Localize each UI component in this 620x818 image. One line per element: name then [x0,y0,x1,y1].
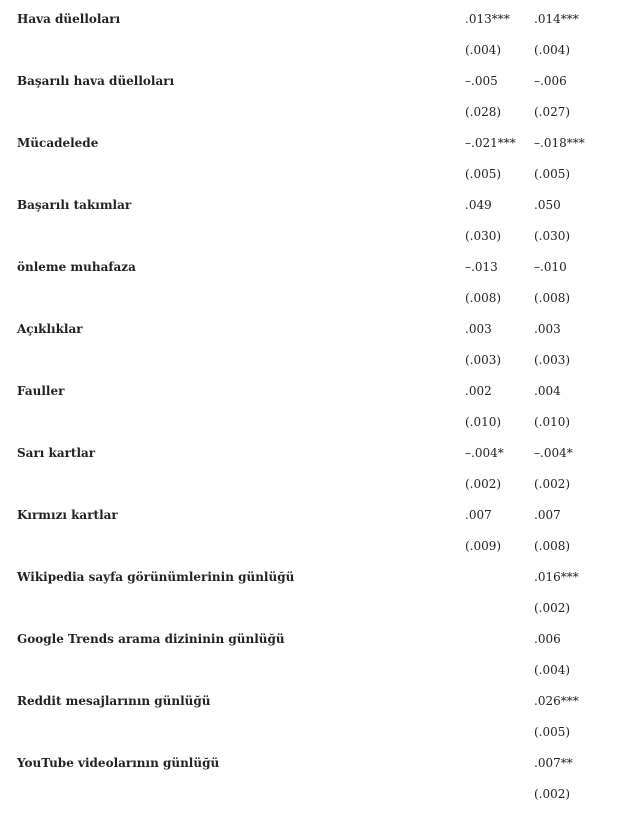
variable-label: Başarılı takımlar [17,198,132,212]
table-row [0,252,620,283]
variable-label: Reddit mesajlarının günlüğü [17,694,211,708]
std-error-model-2: (.005) [534,167,571,181]
coefficient-model-1: .003 [465,322,492,336]
coefficient-model-1: –.021*** [465,136,516,150]
table-row [0,66,620,97]
table-row-se [0,283,620,314]
std-error-model-2: (.004) [534,43,571,57]
variable-label: Google Trends arama dizininin günlüğü [17,632,285,646]
table-row [0,128,620,159]
table-row-se [0,717,620,748]
regression-table [0,4,620,810]
table-row [0,4,620,35]
coefficient-model-2: .006 [534,632,561,646]
table-row-se [0,97,620,128]
table-row [0,314,620,345]
variable-label: Kırmızı kartlar [17,508,118,522]
variable-label: YouTube videolarının günlüğü [17,756,220,770]
table-row-se [0,159,620,190]
variable-label: Başarılı hava düelloları [17,74,175,88]
std-error-model-2: (.008) [534,291,571,305]
coefficient-model-2: –.018*** [534,136,585,150]
table-row [0,438,620,469]
table-row [0,624,620,655]
variable-label: önleme muhafaza [17,260,136,274]
coefficient-model-2: .016*** [534,570,579,584]
std-error-model-1: (.028) [465,105,502,119]
coefficient-model-2: .014*** [534,12,579,26]
coefficient-model-2: –.006 [534,74,567,88]
coefficient-model-1: .002 [465,384,492,398]
coefficient-model-2: .007** [534,756,573,770]
variable-label: Açıklıklar [17,322,83,336]
variable-label: Hava düelloları [17,12,121,26]
variable-label: Mücadelede [17,136,99,150]
table-row-se [0,469,620,500]
table-row-se [0,221,620,252]
std-error-model-1: (.002) [465,477,502,491]
std-error-model-2: (.002) [534,477,571,491]
table-row-se [0,345,620,376]
coefficient-model-2: .050 [534,198,561,212]
coefficient-model-2: .003 [534,322,561,336]
coefficient-model-1: –.013 [465,260,498,274]
coefficient-model-1: .007 [465,508,492,522]
table-row-se [0,593,620,624]
std-error-model-1: (.030) [465,229,502,243]
coefficient-model-2: .004 [534,384,561,398]
std-error-model-1: (.003) [465,353,502,367]
table-row [0,686,620,717]
std-error-model-2: (.002) [534,787,571,801]
coefficient-model-1: –.004* [465,446,504,460]
coefficient-model-1: .049 [465,198,492,212]
std-error-model-1: (.010) [465,415,502,429]
table-row [0,190,620,221]
table-row [0,376,620,407]
std-error-model-2: (.010) [534,415,571,429]
coefficient-model-2: .007 [534,508,561,522]
std-error-model-2: (.027) [534,105,571,119]
std-error-model-1: (.004) [465,43,502,57]
std-error-model-2: (.030) [534,229,571,243]
table-row-se [0,655,620,686]
table-row [0,562,620,593]
variable-label: Sarı kartlar [17,446,96,460]
std-error-model-1: (.005) [465,167,502,181]
variable-label: Fauller [17,384,65,398]
std-error-model-2: (.003) [534,353,571,367]
std-error-model-2: (.008) [534,539,571,553]
table-row-se [0,407,620,438]
coefficient-model-2: .026*** [534,694,579,708]
std-error-model-1: (.009) [465,539,502,553]
table-row-se [0,35,620,66]
coefficient-model-2: –.004* [534,446,573,460]
coefficient-model-2: –.010 [534,260,567,274]
coefficient-model-1: .013*** [465,12,510,26]
coefficient-model-1: –.005 [465,74,498,88]
table-row [0,500,620,531]
std-error-model-2: (.004) [534,663,571,677]
table-row-se [0,779,620,810]
std-error-model-1: (.008) [465,291,502,305]
std-error-model-2: (.005) [534,725,571,739]
table-row [0,748,620,779]
variable-label: Wikipedia sayfa görünümlerinin günlüğü [17,570,295,584]
std-error-model-2: (.002) [534,601,571,615]
table-row-se [0,531,620,562]
